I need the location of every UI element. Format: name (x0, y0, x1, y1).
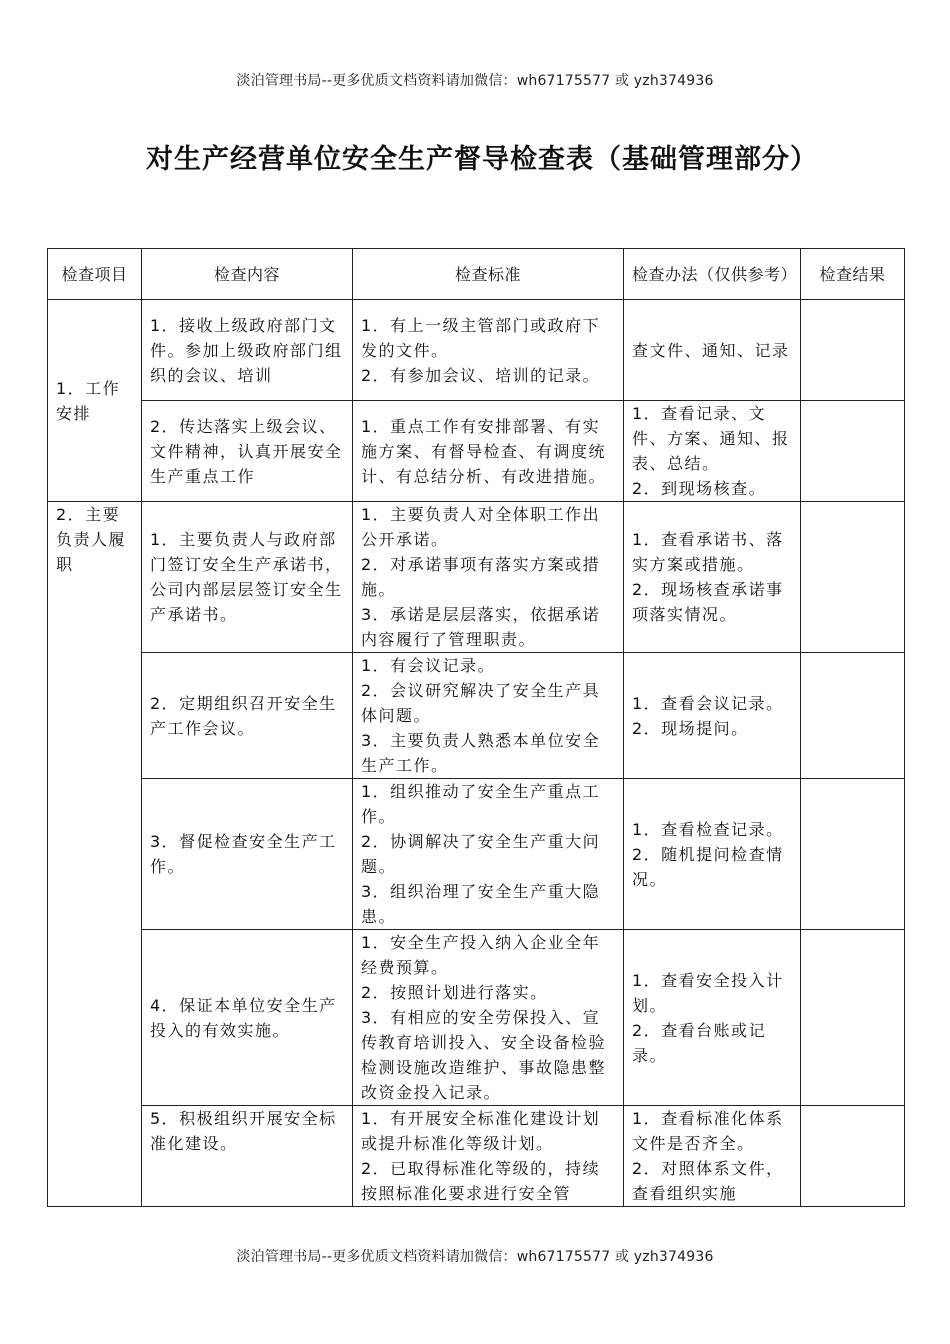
header-content: 检查内容 (142, 249, 353, 300)
check-item-cell: 1．工作安排 (48, 300, 142, 502)
header-item: 检查项目 (48, 249, 142, 300)
table-row (48, 502, 905, 653)
check-content-cell: 5．积极组织开展安全标准化建设。 (142, 1106, 353, 1207)
page-footer-note: 淡泊管理书局--更多优质文档资料请加微信：wh67175577 或 yzh374936 (236, 1249, 714, 1265)
page-header-note: 淡泊管理书局--更多优质文档资料请加微信：wh67175577 或 yzh374936 (236, 73, 714, 89)
check-standard-cell: 1．组织推动了安全生产重点工作。 2．协调解决了安全生产重大问题。 3．组织治理了安全生产重大隐患。 (353, 779, 624, 930)
check-standard-cell: 1．有上一级主管部门或政府下发的文件。 2．有参加会议、培训的记录。 (353, 300, 624, 401)
inspection-table (47, 248, 905, 1207)
check-content-cell: 2．定期组织召开安全生产工作会议。 (142, 653, 353, 779)
check-method-cell: 1．查看承诺书、落实方案或措施。 2．现场核查承诺事项落实情况。 (624, 502, 801, 653)
table-row (48, 300, 905, 401)
check-content-cell: 4．保证本单位安全生产投入的有效实施。 (142, 930, 353, 1106)
check-content-cell: 1．主要负责人与政府部门签订安全生产承诺书，公司内部层层签订安全生产承诺书。 (142, 502, 353, 653)
header-standard: 检查标准 (353, 249, 624, 300)
check-result-cell[interactable] (801, 779, 905, 930)
check-item-cell: 2．主要负责人履职 (48, 502, 142, 1207)
check-method-cell: 1．查看会议记录。 2．现场提问。 (624, 653, 801, 779)
table-row (48, 1106, 905, 1207)
check-result-cell[interactable] (801, 300, 905, 401)
check-standard-cell: 1．有开展安全标准化建设计划或提升标准化等级计划。 2．已取得标准化等级的，持续按照标准化要求进行安全管 (353, 1106, 624, 1207)
check-method-cell: 1．查看安全投入计划。 2．查看台账或记录。 (624, 930, 801, 1106)
check-standard-cell: 1．安全生产投入纳入企业全年经费预算。 2．按照计划进行落实。 3．有相应的安全劳保投入、宣传教育培训投入、安全设备检验检测设施改造维护、事故隐患整改资金投入记录。 (353, 930, 624, 1106)
check-content-cell: 1．接收上级政府部门文件。参加上级政府部门组织的会议、培训 (142, 300, 353, 401)
check-content-cell: 3．督促检查安全生产工作。 (142, 779, 353, 930)
page-title: 对生产经营单位安全生产督导检查表（基础管理部分） (146, 144, 818, 175)
header-result: 检查结果 (801, 249, 905, 300)
table-row (48, 779, 905, 930)
check-method-cell: 1．查看记录、文件、方案、通知、报表、总结。 2．到现场核查。 (624, 401, 801, 502)
check-method-cell: 查文件、通知、记录 (624, 300, 801, 401)
check-result-cell[interactable] (801, 1106, 905, 1207)
check-content-cell: 2．传达落实上级会议、文件精神，认真开展安全生产重点工作 (142, 401, 353, 502)
check-result-cell[interactable] (801, 653, 905, 779)
check-result-cell[interactable] (801, 401, 905, 502)
check-standard-cell: 1．有会议记录。 2．会议研究解决了安全生产具体问题。 3．主要负责人熟悉本单位安全生产工作。 (353, 653, 624, 779)
check-method-cell: 1．查看检查记录。 2．随机提问检查情况。 (624, 779, 801, 930)
table-row (48, 653, 905, 779)
table-header-row (48, 249, 905, 300)
check-method-cell: 1．查看标准化体系文件是否齐全。 2．对照体系文件，查看组织实施 (624, 1106, 801, 1207)
check-standard-cell: 1．重点工作有安排部署、有实施方案、有督导检查、有调度统计、有总结分析、有改进措施。 (353, 401, 624, 502)
check-result-cell[interactable] (801, 930, 905, 1106)
header-method: 检查办法（仅供参考） (624, 249, 801, 300)
table-row (48, 401, 905, 502)
table-row (48, 930, 905, 1106)
check-result-cell[interactable] (801, 502, 905, 653)
check-standard-cell: 1．主要负责人对全体职工作出公开承诺。 2．对承诺事项有落实方案或措施。 3．承诺是层层落实，依据承诺内容履行了管理职责。 (353, 502, 624, 653)
